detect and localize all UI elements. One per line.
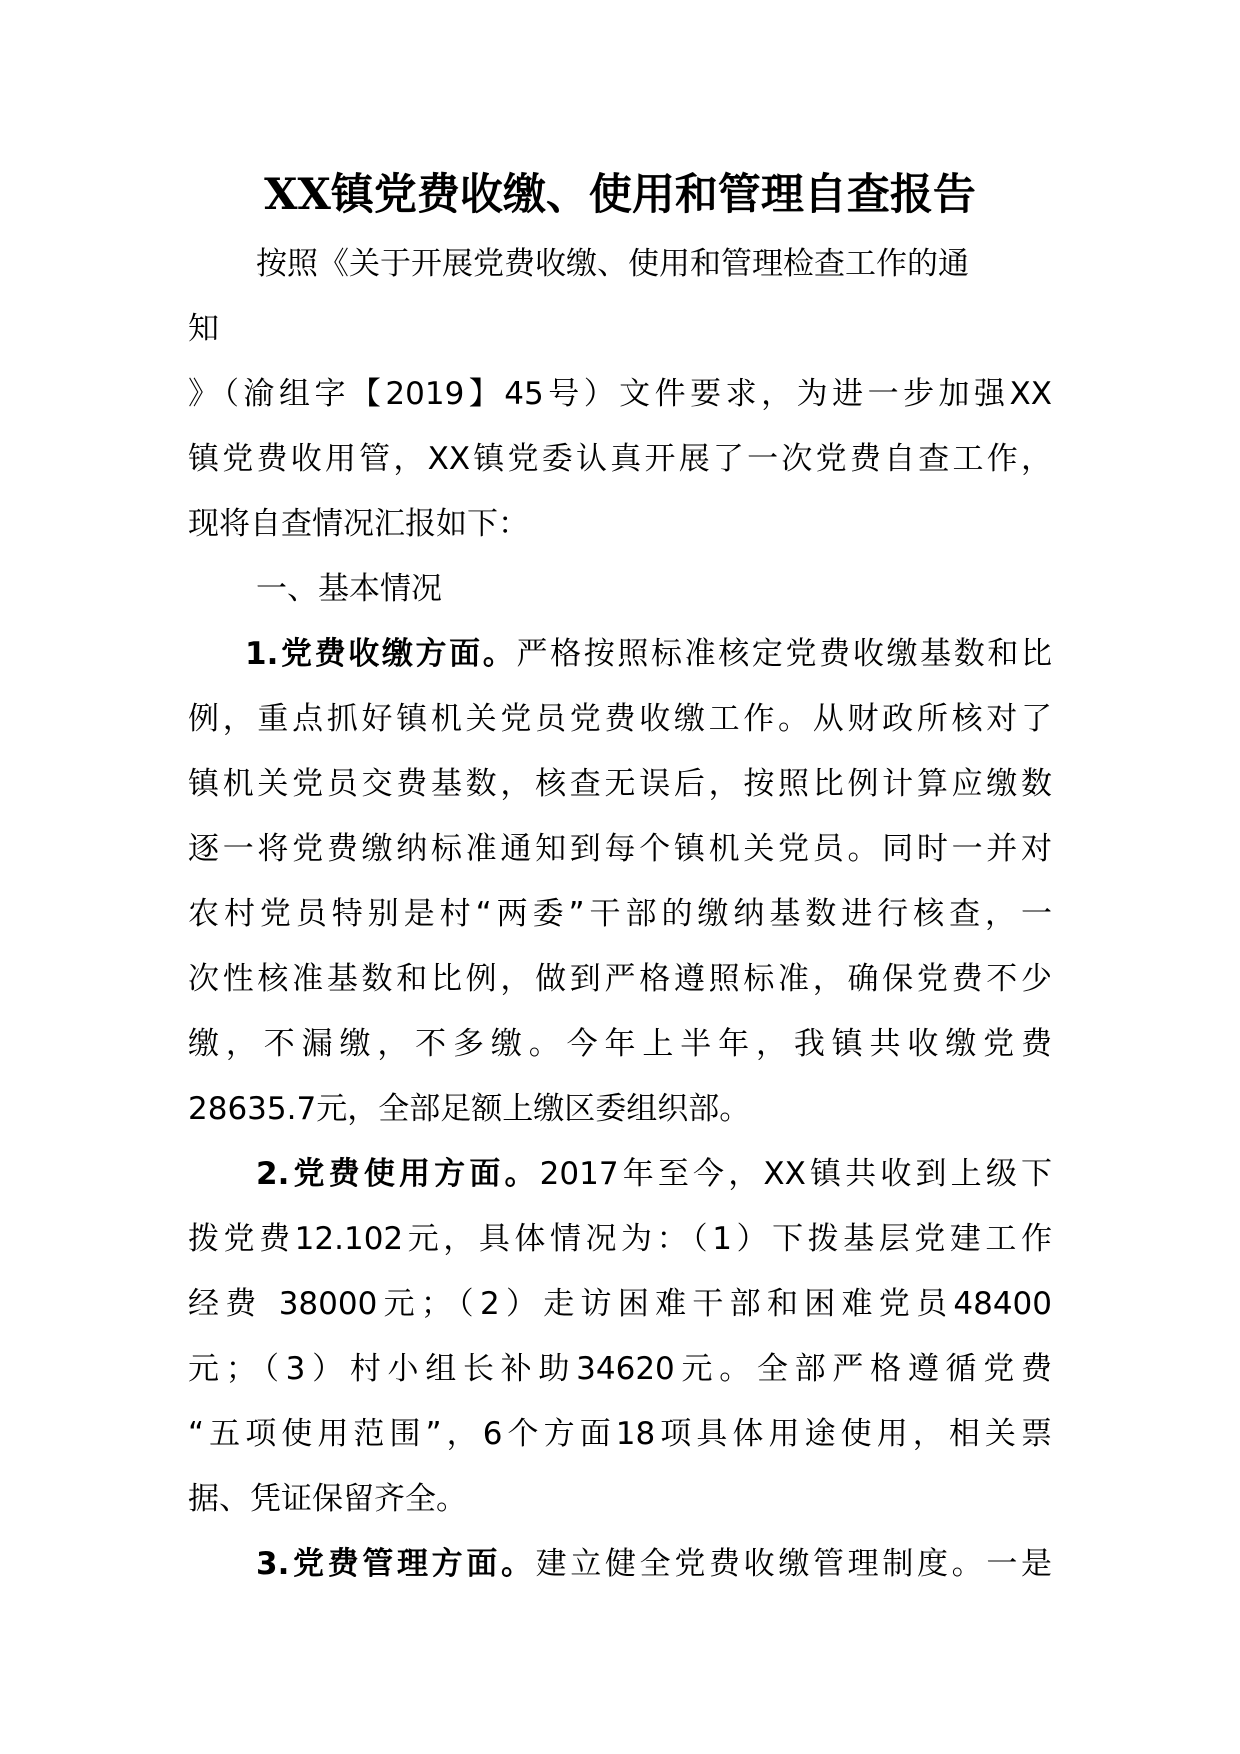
section-heading: 一、基本情况 [256,571,442,607]
item2-line: “五项使用范围”，6个方面18项具体用途使用，相关票 [188,1416,1052,1452]
intro-line: 》（渝组字【2019】45号）文件要求，为进一步加强XX [188,376,1052,412]
item1-line: 例，重点抓好镇机关党员党费收缴工作。从财政所核对了 [188,701,1052,737]
item3-text: 建立健全党费收缴管理制度。一是 [535,1546,1052,1582]
item3-line [188,1532,1052,1597]
item2-line: 元；（3）村小组长补助34620元。全部严格遵循党费 [188,1351,1052,1387]
intro-line: 镇党费收用管，XX镇党委认真开展了一次党费自查工作， [188,441,1052,477]
intro-line: 按照《关于开展党费收缴、使用和管理检查工作的通 [256,246,969,282]
item2-lead: 2.党费使用方面。 [256,1156,540,1192]
item2-line: 据、凭证保留齐全。 [188,1481,467,1517]
item1-text: 严格按照标准核定党费收缴基数和比 [516,636,1052,672]
item1-line: 缴，不漏缴，不多缴。今年上半年，我镇共收缴党费 [188,1026,1052,1062]
item1-lead: 1.党费收缴方面。 [245,636,517,672]
item3-lead: 3.党费管理方面。 [256,1546,536,1582]
item1-line: 镇机关党员交费基数，核查无误后，按照比例计算应缴数 [188,766,1052,802]
item1-line [188,622,1052,687]
document-title: XX镇党费收缴、使用和管理自查报告 [264,170,976,220]
item2-line: 经费 38000元；（2）走访困难干部和困难党员48400 [188,1286,1052,1322]
item2-line: 拨党费12.102元，具体情况为：（1）下拨基层党建工作 [188,1221,1052,1257]
item1-line: 农村党员特别是村“两委”干部的缴纳基数进行核查，一 [188,896,1052,932]
item2-text: 2017年至今，XX镇共收到上级下 [539,1156,1052,1192]
item1-line: 逐一将党费缴纳标准通知到每个镇机关党员。同时一并对 [188,831,1052,867]
item2-line [188,1142,1052,1207]
item1-line: 次性核准基数和比例，做到严格遵照标准，确保党费不少 [188,961,1052,997]
document-body [188,232,1052,1597]
intro-line: 知 [188,311,219,347]
intro-line: 现将自查情况汇报如下： [188,506,529,542]
item1-line: 28635.7元，全部足额上缴区委组织部。 [188,1091,751,1127]
